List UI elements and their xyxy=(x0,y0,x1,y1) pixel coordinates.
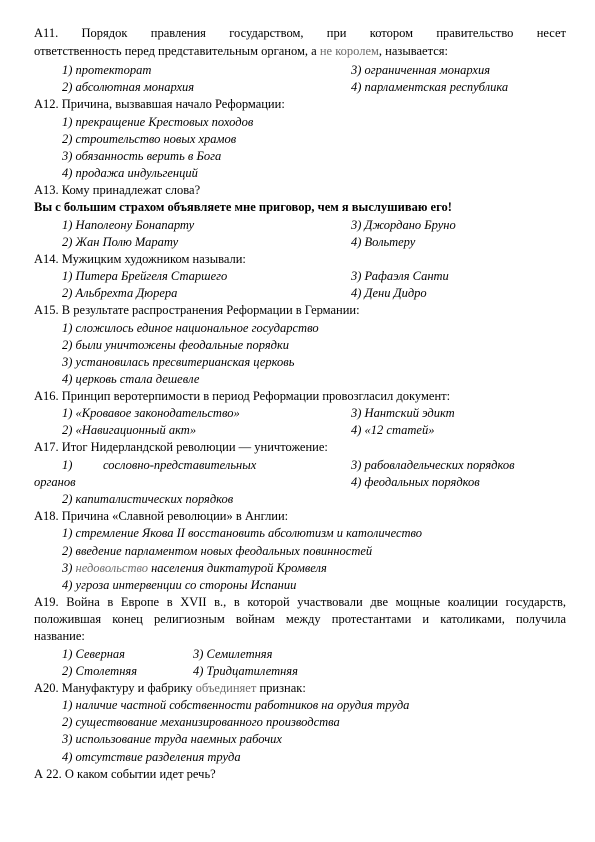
question-a18: А18. Причина «Славной революции» в Англии: xyxy=(34,509,289,523)
a18-option-3-rest: населения диктатурой Кромвеля xyxy=(147,561,327,575)
a13-option-3: 3) Джордано Бруно xyxy=(351,218,456,232)
a18-option-3 xyxy=(62,560,327,576)
a15-option-2: 2) были уничтожены феодальные порядки xyxy=(62,338,290,352)
a12-option-2: 2) строительство новых храмов xyxy=(62,132,237,146)
a11-option-3: 3) ограниченная монархия xyxy=(351,63,491,77)
a17-option-1-cont: органов xyxy=(34,475,76,489)
a15-option-4: 4) церковь стала дешевле xyxy=(62,372,200,386)
question-a15: А15. В результате распространения Реформации в Германии: xyxy=(34,303,360,317)
question-a11-text-c: , называется: xyxy=(378,44,448,58)
a20-option-3: 3) использование труда наемных рабочих xyxy=(62,732,282,746)
a17-option-4: 4) феодальных порядков xyxy=(351,475,480,489)
a20-option-4: 4) отсутствие разделения труда xyxy=(62,750,241,764)
a20-option-2: 2) существование механизированного производства xyxy=(62,715,340,729)
a18-option-1: 1) стремление Якова II восстановить абсолютизм и католичество xyxy=(62,526,423,540)
question-a14: А14. Мужицким художником называли: xyxy=(34,252,246,266)
a18-option-3-highlight: недовольство xyxy=(75,561,148,575)
question-a11-highlight: не королем xyxy=(319,44,379,58)
a17-option-2: 2) капиталистических порядков xyxy=(62,492,234,506)
a14-option-3: 3) Рафаэля Санти xyxy=(351,269,449,283)
question-a20-text-a: А20. Мануфактуру и фабрику xyxy=(34,681,196,695)
question-a13: А13. Кому принадлежат слова? xyxy=(34,183,201,197)
a20-option-1: 1) наличие частной собственности работников на орудия труда xyxy=(62,698,410,712)
question-a19-line2: положившая конец религиозным войнам между протестантами и католиками, получила xyxy=(34,612,566,626)
a12-option-4: 4) продажа индульгенций xyxy=(62,166,198,180)
a19-option-1: 1) Северная xyxy=(62,647,125,661)
a16-option-4: 4) «12 статей» xyxy=(351,423,435,437)
a19-option-2: 2) Столетняя xyxy=(62,664,138,678)
question-a11-line2 xyxy=(34,43,448,59)
question-a11-line1: А11. Порядок правления государством, при котором правительство несет xyxy=(34,26,566,40)
a13-option-1: 1) Наполеону Бонапарту xyxy=(62,218,195,232)
a11-option-2: 2) абсолютная монархия xyxy=(62,80,195,94)
a19-option-3: 3) Семилетняя xyxy=(193,647,273,661)
a19-option-4: 4) Тридцатилетняя xyxy=(193,664,298,678)
a14-option-1: 1) Питера Брейгеля Старшего xyxy=(62,269,228,283)
question-a20-highlight: объединяет xyxy=(195,681,257,695)
question-a13-quote: Вы с большим страхом объявляете мне приговор, чем я выслушиваю его! xyxy=(34,200,452,214)
a12-option-3: 3) обязанность верить в Бога xyxy=(62,149,222,163)
a15-option-3: 3) установилась пресвитерианская церковь xyxy=(62,355,295,369)
a16-option-3: 3) Нантский эдикт xyxy=(351,406,455,420)
a13-option-2: 2) Жан Полю Марату xyxy=(62,235,179,249)
a16-option-2: 2) «Навигационный акт» xyxy=(62,423,197,437)
a11-option-1: 1) протекторат xyxy=(62,63,152,77)
question-a22: А 22. О каком событии идет речь? xyxy=(34,767,216,781)
question-a12: А12. Причина, вызвавшая начало Реформации: xyxy=(34,97,285,111)
a17-option-1-text: сословно-представительных xyxy=(103,458,257,472)
question-a19-line3: название: xyxy=(34,629,85,643)
a12-option-1: 1) прекращение Крестовых походов xyxy=(62,115,254,129)
a18-option-2: 2) введение парламентом новых феодальных повинностей xyxy=(62,544,373,558)
question-a20 xyxy=(34,680,306,696)
question-a17: А17. Итог Нидерландской революции — уничтожение: xyxy=(34,440,328,454)
a18-option-4: 4) угроза интервенции со стороны Испании xyxy=(62,578,297,592)
a16-option-1: 1) «Кровавое законодательство» xyxy=(62,406,240,420)
question-a19-line1: А19. Война в Европе в XVII в., в которой участвовали две мощные коалиции государств, xyxy=(34,595,566,609)
a13-option-4: 4) Вольтеру xyxy=(351,235,416,249)
a11-option-4: 4) парламентская республика xyxy=(351,80,509,94)
a18-option-3-num: 3) xyxy=(62,561,76,575)
a14-option-4: 4) Дени Дидро xyxy=(351,286,427,300)
a17-option-3: 3) рабовладельческих порядков xyxy=(351,458,515,472)
a15-option-1: 1) сложилось единое национальное государство xyxy=(62,321,319,335)
question-a16: А16. Принцип веротерпимости в период Реформации провозгласил документ: xyxy=(34,389,451,403)
question-a20-text-b: признак: xyxy=(256,681,306,695)
a17-option-1-num: 1) xyxy=(62,458,73,472)
question-a11-text-a: ответственность перед представительным органом, а xyxy=(34,44,320,58)
a14-option-2: 2) Альбрехта Дюрера xyxy=(62,286,178,300)
